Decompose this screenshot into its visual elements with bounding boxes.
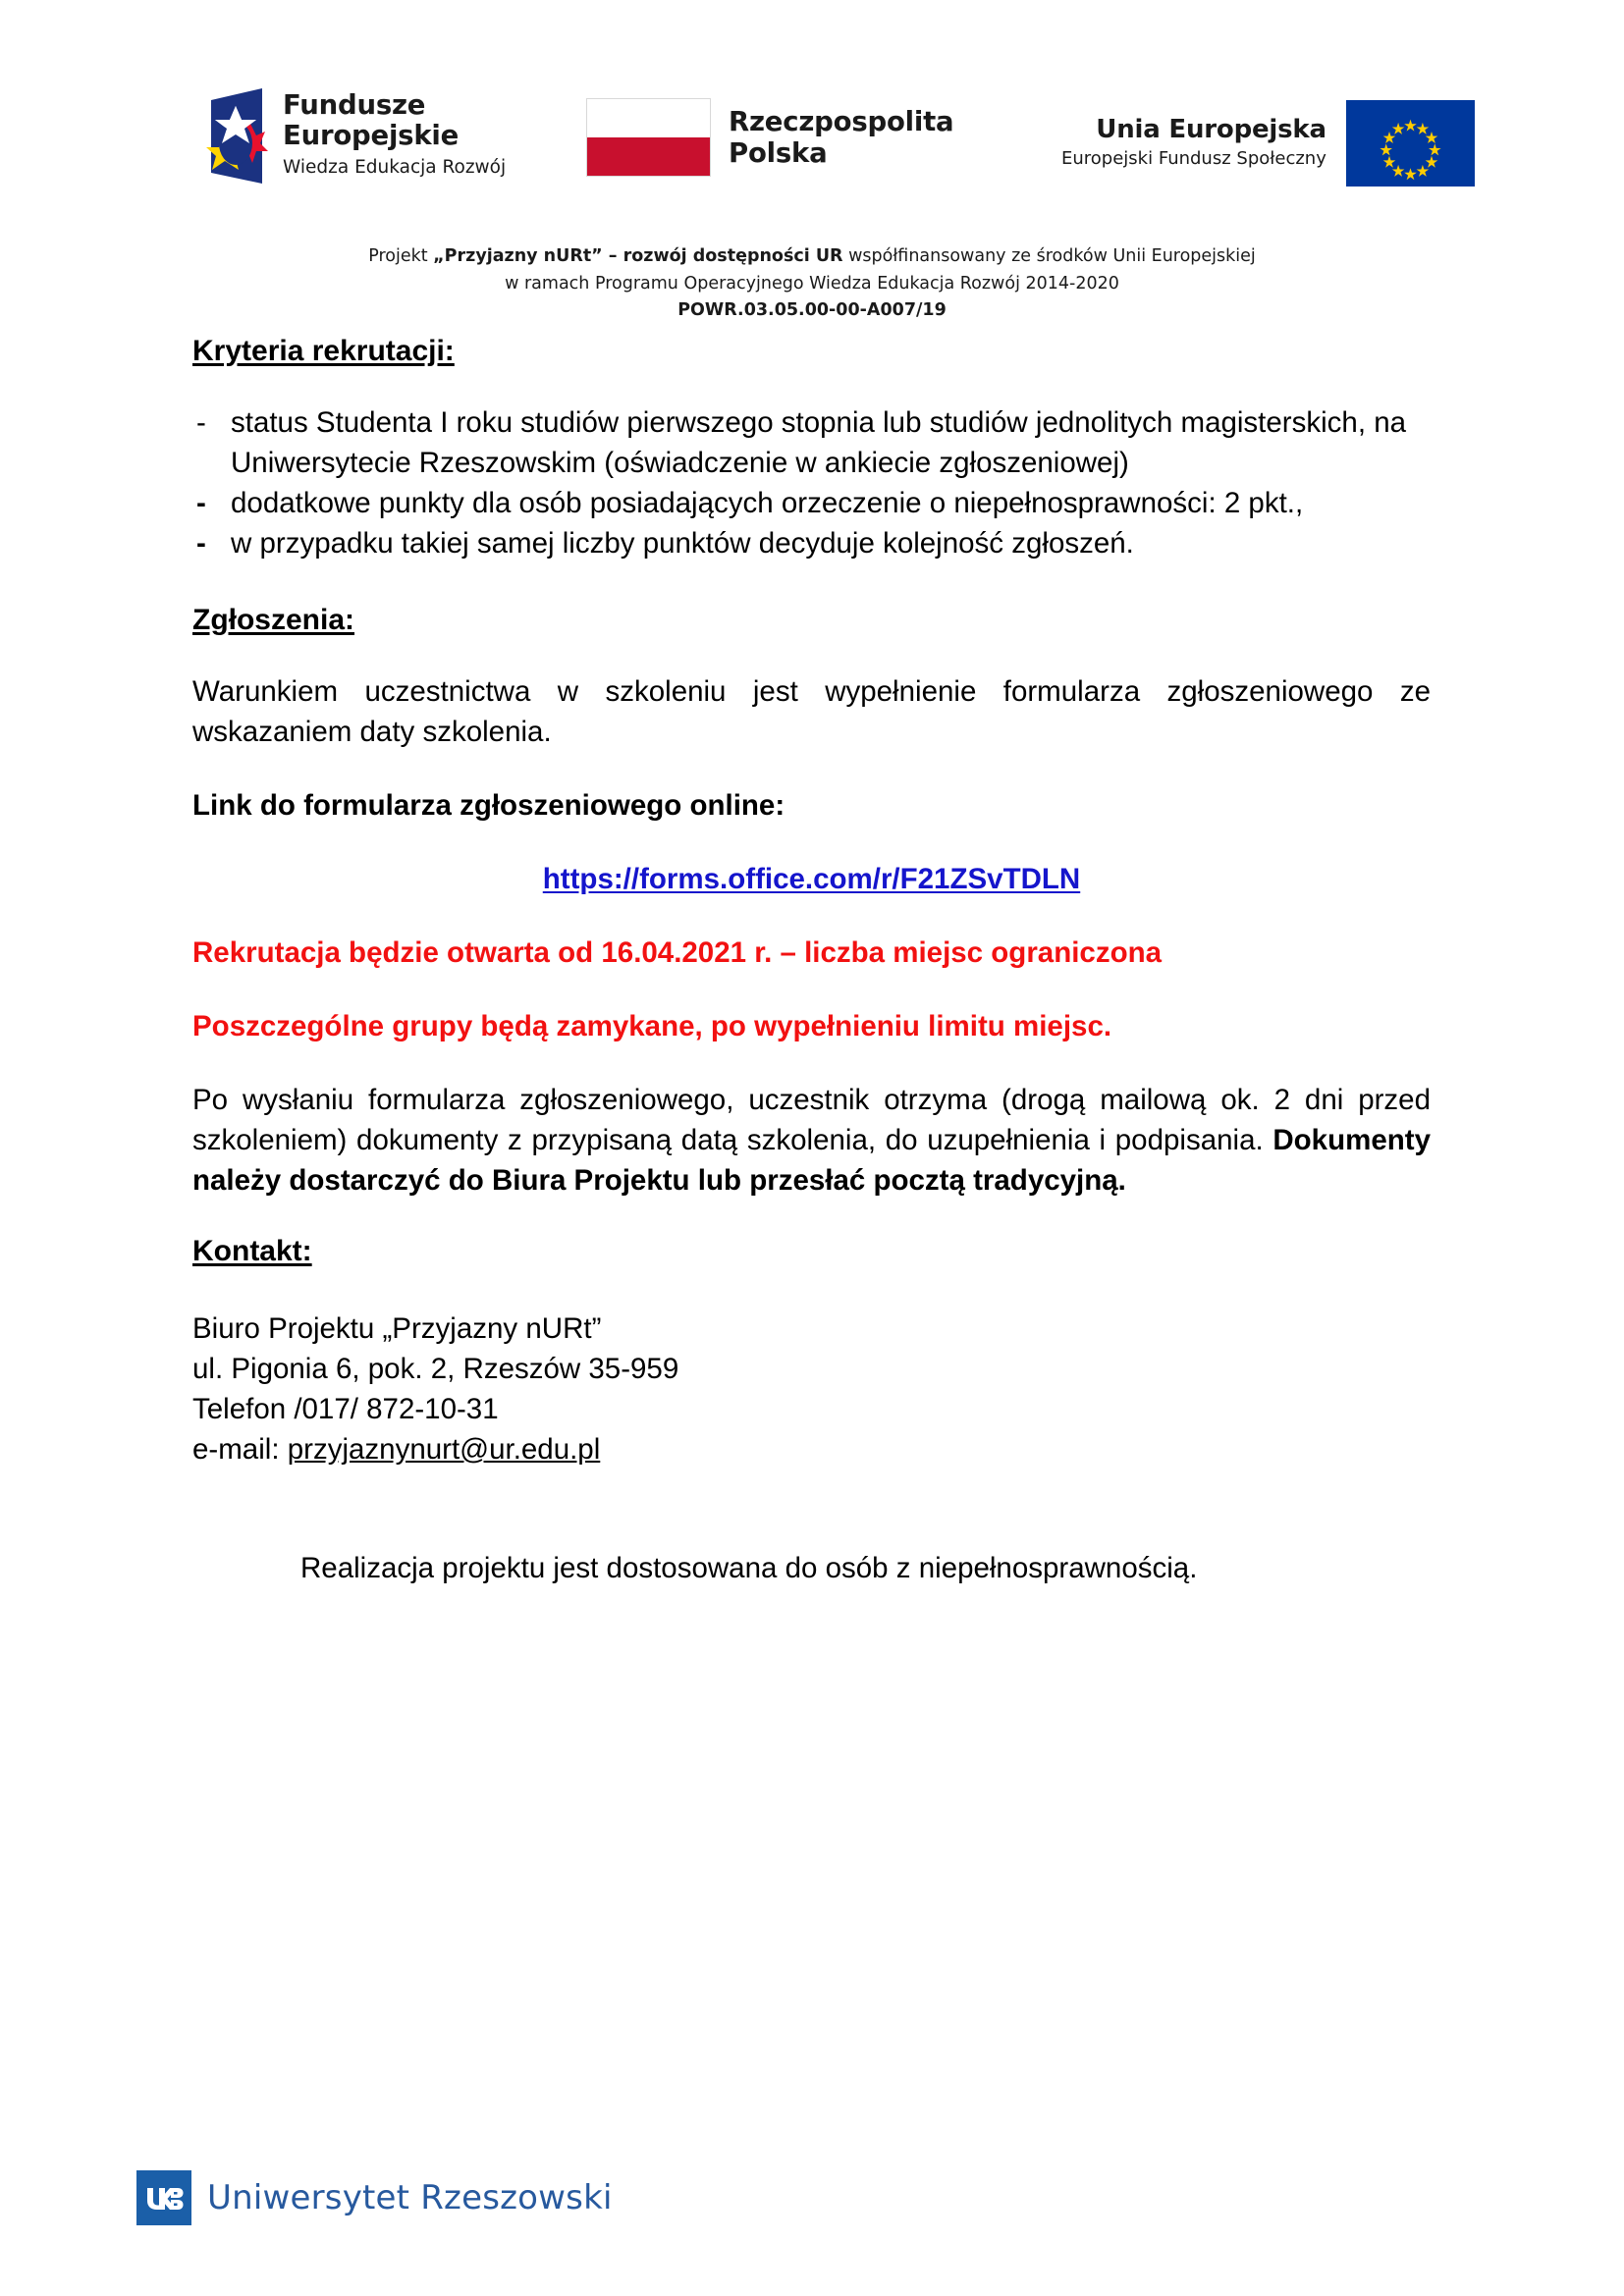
after-submit-paragraph: [192, 1080, 1431, 1201]
spacer: [192, 563, 1431, 603]
university-rzeszow-logo: [136, 2170, 613, 2225]
bullet-dash-icon: -: [196, 487, 206, 519]
spacer: [192, 1509, 1431, 1548]
funding-line1-bold: „Przyjazny nURt” – rozwój dostępności UR: [433, 246, 843, 266]
spacer: [192, 1201, 1431, 1234]
contact-phone: Telefon /017/ 872-10-31: [192, 1393, 499, 1425]
header-logo-strip: [0, 51, 1624, 188]
spacer: [192, 369, 1431, 402]
spacer: [192, 752, 1431, 785]
flag-white-band: [587, 99, 710, 137]
rzeczpospolita-polska-logo: [586, 98, 953, 177]
list-item: [192, 483, 1431, 523]
spacer: [192, 1269, 1431, 1308]
bullet-dash-icon: -: [196, 527, 206, 560]
form-link-label: Link do formularza zgłoszeniowego online:: [192, 789, 785, 822]
fe-line-1: Fundusze: [283, 89, 426, 121]
contact-office-name: Biuro Projektu „Przyjazny nURt”: [192, 1312, 602, 1345]
contact-heading: Kontakt:: [192, 1235, 312, 1267]
funding-line1-post: współfinansowany ze środków Unii Europejskiej: [842, 246, 1256, 266]
spacer: [192, 899, 1431, 933]
after-submit-plain: Po wysłaniu formularza zgłoszeniowego, uczestnik otrzyma (drogą mailową ok. 2 dni przed szkoleniem) dokumenty z przypisaną datą szkolenia, do uzupełnienia i podpisania.: [192, 1084, 1431, 1156]
contact-address: ul. Pigonia 6, pok. 2, Rzeszów 35-959: [192, 1353, 679, 1385]
ue-line-2: Europejski Fundusz Społeczny: [1061, 148, 1326, 169]
applications-heading: Zgłoszenia:: [192, 604, 355, 636]
polish-flag-icon: [586, 98, 711, 177]
spacer: [192, 826, 1431, 859]
ur-monogram-icon: [136, 2170, 191, 2225]
list-item: [192, 523, 1431, 563]
contact-email-link[interactable]: przyjaznynurt@ur.edu.pl: [287, 1433, 601, 1466]
fundusze-europejskie-star-mark-icon: [203, 88, 270, 184]
criteria-item-text: dodatkowe punkty dla osób posiadających orzeczenie o niepełnosprawności: 2 pkt.,: [231, 487, 1304, 519]
rp-line-2: Polska: [729, 137, 828, 169]
rp-line-1: Rzeczpospolita: [729, 106, 954, 137]
unia-europejska-logo: [1061, 100, 1475, 187]
fundusze-europejskie-logo: [203, 88, 506, 184]
spacer: [192, 973, 1431, 1006]
criteria-heading: Kryteria rekrutacji:: [192, 335, 455, 367]
funding-statement-line-1: [0, 243, 1624, 271]
bullet-dash-icon: -: [196, 406, 206, 439]
contact-email-prefix: e-mail:: [192, 1433, 288, 1466]
spacer: [192, 1046, 1431, 1080]
applications-paragraph: Warunkiem uczestnictwa w szkoleniu jest wypełnienie formularza zgłoszeniowego ze wskazaniem daty szkolenia.: [192, 675, 1431, 748]
funding-line1-pre: Projekt: [368, 246, 434, 266]
criteria-item-text: status Studenta I roku studiów pierwszego stopnia lub studiów jednolitych magisterskich, na Uniwersytecie Rzeszowskim (oświadczenie w ankiecie zgłoszeniowej): [231, 406, 1407, 479]
list-item: [192, 402, 1431, 483]
recruitment-open-notice: Rekrutacja będzie otwarta od 16.04.2021 r. – liczba miejsc ograniczona: [192, 936, 1163, 969]
spacer: [192, 1469, 1431, 1509]
funding-statement-line-3: [0, 297, 1624, 325]
spacer: [192, 638, 1431, 671]
fe-line-3: Wiedza Edukacja Rozwój: [283, 157, 507, 178]
groups-closing-notice: Poszczególne grupy będą zamykane, po wypełnieniu limitu miejsc.: [192, 1010, 1112, 1042]
rzeczpospolita-polska-wordmark: [729, 106, 953, 169]
contact-email-row: [192, 1429, 1431, 1469]
project-number: POWR.03.05.00-00-A007/19: [677, 300, 947, 320]
registration-form-link[interactable]: https://forms.office.com/r/F21ZSvTDLN: [542, 863, 1081, 895]
unia-europejska-wordmark: [1061, 115, 1326, 172]
european-union-flag-icon: [1346, 100, 1475, 187]
ue-line-1: Unia Europejska: [1096, 115, 1326, 144]
criteria-list: [192, 402, 1431, 563]
fundusze-europejskie-wordmark: [283, 88, 506, 181]
criteria-item-text: w przypadku takiej samej liczby punktów decyduje kolejność zgłoszeń.: [231, 527, 1134, 560]
form-link-row: [192, 859, 1431, 899]
document-body: [192, 334, 1431, 1588]
after-submit-bold: Dokumenty należy dostarczyć do Biura Projektu lub przesłać pocztą tradycyjną.: [192, 1124, 1431, 1197]
fe-line-2: Europejskie: [283, 120, 460, 151]
university-name-text: Uniwersytet Rzeszowski: [207, 2178, 613, 2217]
funding-statement-line-2: w ramach Programu Operacyjnego Wiedza Edukacja Rozwój 2014-2020: [505, 273, 1119, 294]
flag-red-band: [587, 137, 710, 176]
accessibility-note: Realizacja projektu jest dostosowana do osób z niepełnosprawnością.: [300, 1552, 1198, 1584]
project-funding-statement: [0, 243, 1624, 325]
